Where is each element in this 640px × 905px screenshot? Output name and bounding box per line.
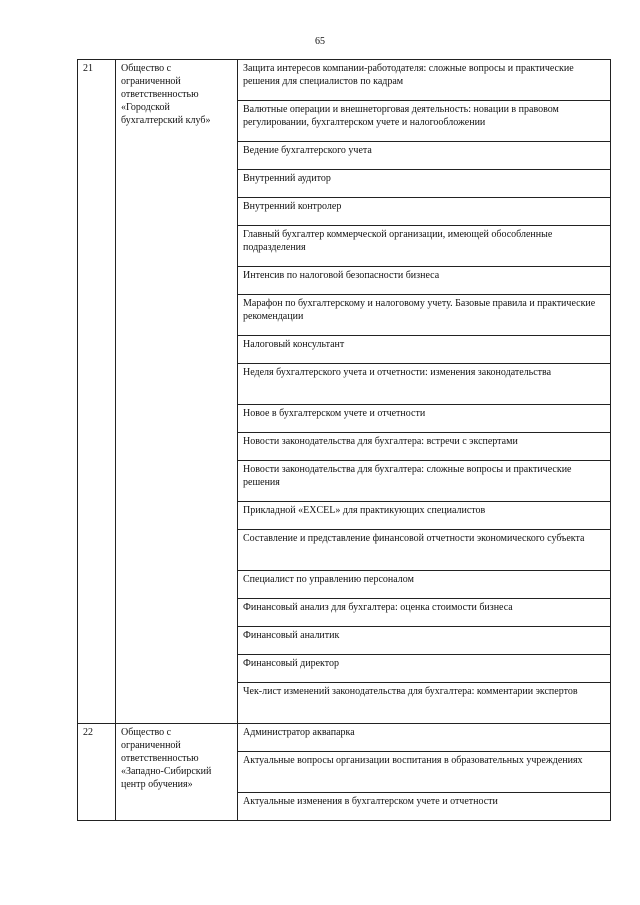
organization-name: Общество с ограниченной ответственностью «Западно-Сибирский центр обучения» bbox=[116, 724, 238, 821]
program-name: Финансовый анализ для бухгалтера: оценка стоимости бизнеса bbox=[238, 599, 611, 627]
program-name: Интенсив по налоговой безопасности бизнеса bbox=[238, 267, 611, 295]
program-name: Ведение бухгалтерского учета bbox=[238, 142, 611, 170]
program-name: Администратор аквапарка bbox=[238, 724, 611, 752]
organizations-table bbox=[77, 59, 611, 821]
program-name: Новости законодательства для бухгалтера: встречи с экспертами bbox=[238, 433, 611, 461]
table-row bbox=[78, 724, 611, 752]
program-name: Внутренний контролер bbox=[238, 198, 611, 226]
program-name: Новое в бухгалтерском учете и отчетности bbox=[238, 405, 611, 433]
program-name: Валютные операции и внешнеторговая деятельность: новации в правовом регулировании, бухгалтерском учете и налогообложении bbox=[238, 101, 611, 142]
program-name: Актуальные изменения в бухгалтерском учете и отчетности bbox=[238, 793, 611, 821]
organization-name: Общество с ограниченной ответственностью «Городской бухгалтерский клуб» bbox=[116, 60, 238, 724]
row-number: 21 bbox=[78, 60, 116, 724]
program-name: Неделя бухгалтерского учета и отчетности: изменения законодательства bbox=[238, 364, 611, 405]
program-name: Марафон по бухгалтерскому и налоговому учету. Базовые правила и практические рекомендации bbox=[238, 295, 611, 336]
program-name: Составление и представление финансовой отчетности экономического субъекта bbox=[238, 530, 611, 571]
page-number: 65 bbox=[315, 36, 325, 47]
row-number: 22 bbox=[78, 724, 116, 821]
program-name: Чек-лист изменений законодательства для бухгалтера: комментарии экспертов bbox=[238, 683, 611, 724]
program-name: Главный бухгалтер коммерческой организации, имеющей обособленные подразделения bbox=[238, 226, 611, 267]
table-row bbox=[78, 60, 611, 101]
program-name: Актуальные вопросы организации воспитания в образовательных учреждениях bbox=[238, 752, 611, 793]
program-name: Защита интересов компании-работодателя: сложные вопросы и практические решения для специалистов по кадрам bbox=[238, 60, 611, 101]
program-name: Новости законодательства для бухгалтера: сложные вопросы и практические решения bbox=[238, 461, 611, 502]
program-name: Финансовый директор bbox=[238, 655, 611, 683]
program-name: Финансовый аналитик bbox=[238, 627, 611, 655]
program-name: Внутренний аудитор bbox=[238, 170, 611, 198]
program-name: Прикладной «EXCEL» для практикующих специалистов bbox=[238, 502, 611, 530]
program-name: Налоговый консультант bbox=[238, 336, 611, 364]
program-name: Специалист по управлению персоналом bbox=[238, 571, 611, 599]
